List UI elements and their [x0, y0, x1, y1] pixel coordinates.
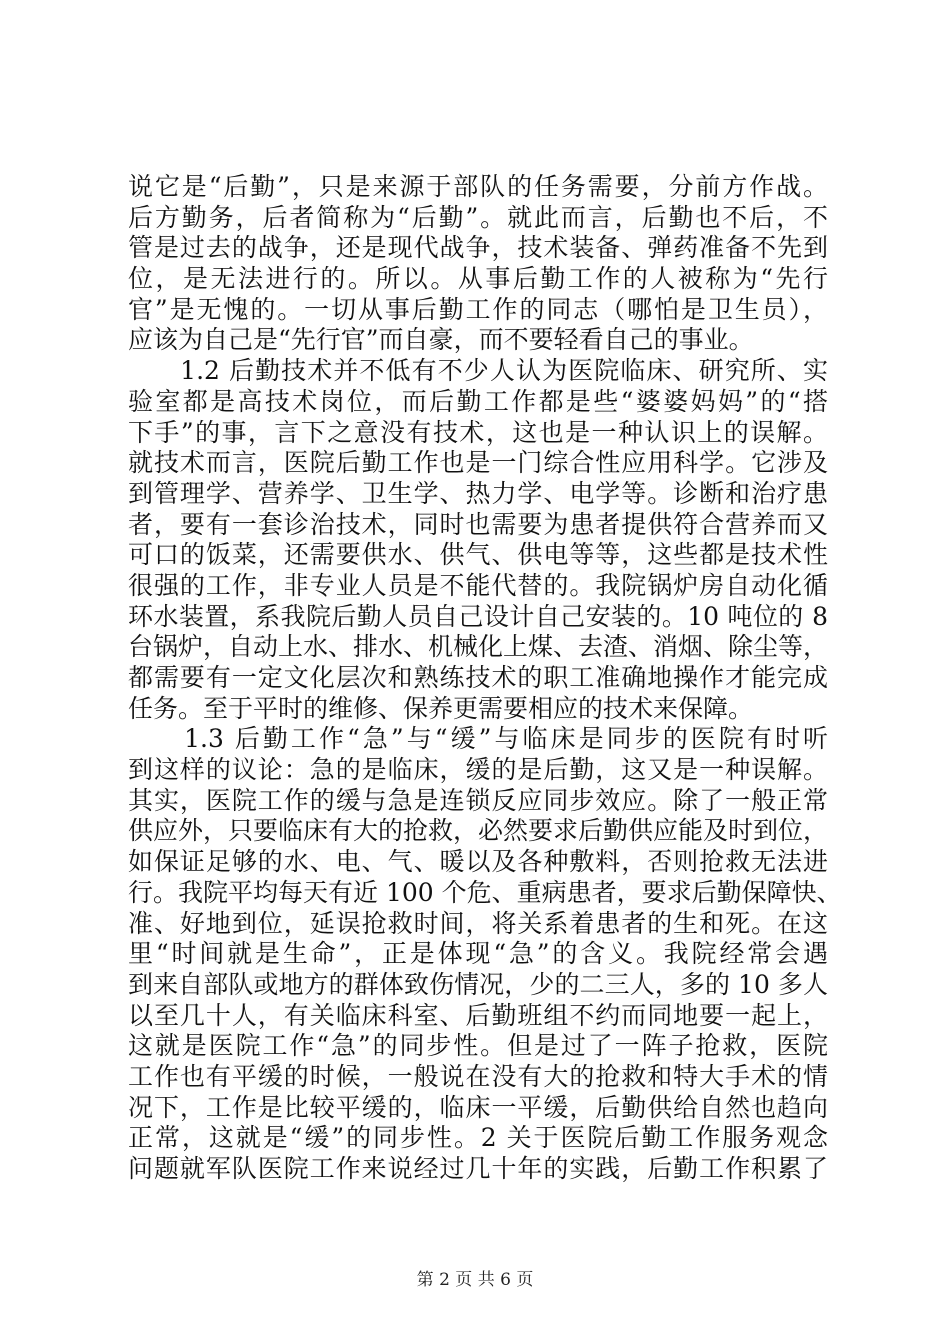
- text-line: 正常，这就是“缓”的同步性。2 关于医院后勤工作服务观念: [128, 1123, 828, 1153]
- text-line: 1.3 后勤工作“急”与“缓”与临床是同步的医院有时听: [128, 724, 828, 754]
- text-line: 到来自部队或地方的群体致伤情况，少的二三人，多的 10 多人: [128, 969, 828, 999]
- text-line: 后方勤务，后者简称为“后勤”。就此而言，后勤也不后，不: [128, 202, 828, 232]
- text-line: 环水装置，系我院后勤人员自己设计自己安装的。10 吨位的 8: [128, 601, 828, 631]
- text-line: 下手”的事，言下之意没有技术，这也是一种认识上的误解。: [128, 417, 828, 447]
- text-line: 到管理学、营养学、卫生学、热力学、电学等。诊断和治疗患: [128, 478, 828, 508]
- text-line: 以至几十人，有关临床科室、后勤班组不约而同地要一起上，: [128, 1000, 828, 1030]
- text-line: 者，要有一套诊治技术，同时也需要为患者提供符合营养而又: [128, 509, 828, 539]
- text-line: 很强的工作，非专业人员是不能代替的。我院锅炉房自动化循: [128, 570, 828, 600]
- text-line: 任务。至于平时的维修、保养更需要相应的技术来保障。: [128, 693, 754, 723]
- page-footer: 第 2 页 共 6 页: [416, 1270, 534, 1290]
- text-line: 应该为自己是“先行官”而自豪，而不要轻看自己的事业。: [128, 325, 754, 355]
- text-line: 行。我院平均每天有近 100 个危、重病患者，要求后勤保障快、: [128, 877, 842, 907]
- text-line: 问题就军队医院工作来说经过几十年的实践，后勤工作积累了: [128, 1154, 828, 1183]
- text-line: 台锅炉，自动上水、排水、机械化上煤、去渣、消烟、除尘等，: [128, 632, 829, 662]
- text-line: 可口的饭菜，还需要供水、供气、供电等等，这些都是技术性: [128, 540, 828, 570]
- text-line: 都需要有一定文化层次和熟练技术的职工准确地操作才能完成: [128, 663, 828, 692]
- text-line: 供应外，只要临床有大的抢救，必然要求后勤供应能及时到位，: [128, 816, 829, 846]
- text-line: 况下，工作是比较平缓的，临床一平缓，后勤供给自然也趋向: [128, 1092, 828, 1122]
- text-line: 就技术而言，医院后勤工作也是一门综合性应用科学。它涉及: [128, 448, 828, 478]
- text-line: 1.2 后勤技术并不低有不少人认为医院临床、研究所、实: [128, 356, 828, 386]
- text-line: 位，是无法进行的。所以。从事后勤工作的人被称为“先行: [128, 264, 828, 294]
- text-line: 工作也有平缓的时候，一般说在没有大的抢救和特大手术的情: [128, 1061, 828, 1091]
- text-line: 管是过去的战争，还是现代战争，技术装备、弹药准备不先到: [128, 233, 828, 263]
- text-line: 里“时间就是生命”，正是体现“急”的含义。我院经常会遇: [128, 939, 828, 969]
- body-text: [128, 172, 842, 1185]
- text-line: 这就是医院工作“急”的同步性。但是过了一阵子抢救，医院: [128, 1031, 828, 1061]
- text-line: 说它是“后勤”，只是来源于部队的任务需要，分前方作战。: [128, 172, 828, 201]
- text-line: 验室都是高技术岗位，而后勤工作都是些“婆婆妈妈”的“搭: [128, 386, 828, 416]
- text-line: 官”是无愧的。一切从事后勤工作的同志（哪怕是卫生员），: [128, 294, 828, 324]
- text-line: 如保证足够的水、电、气、暖以及各种敷料，否则抢救无法进: [128, 847, 828, 877]
- text-line: 到这样的议论：急的是临床，缓的是后勤，这又是一种误解。: [128, 755, 828, 785]
- text-line: 准、好地到位，延误抢救时间，将关系着患者的生和死。在这: [128, 908, 828, 938]
- text-line: 其实，医院工作的缓与急是连锁反应同步效应。除了一般正常: [128, 785, 828, 815]
